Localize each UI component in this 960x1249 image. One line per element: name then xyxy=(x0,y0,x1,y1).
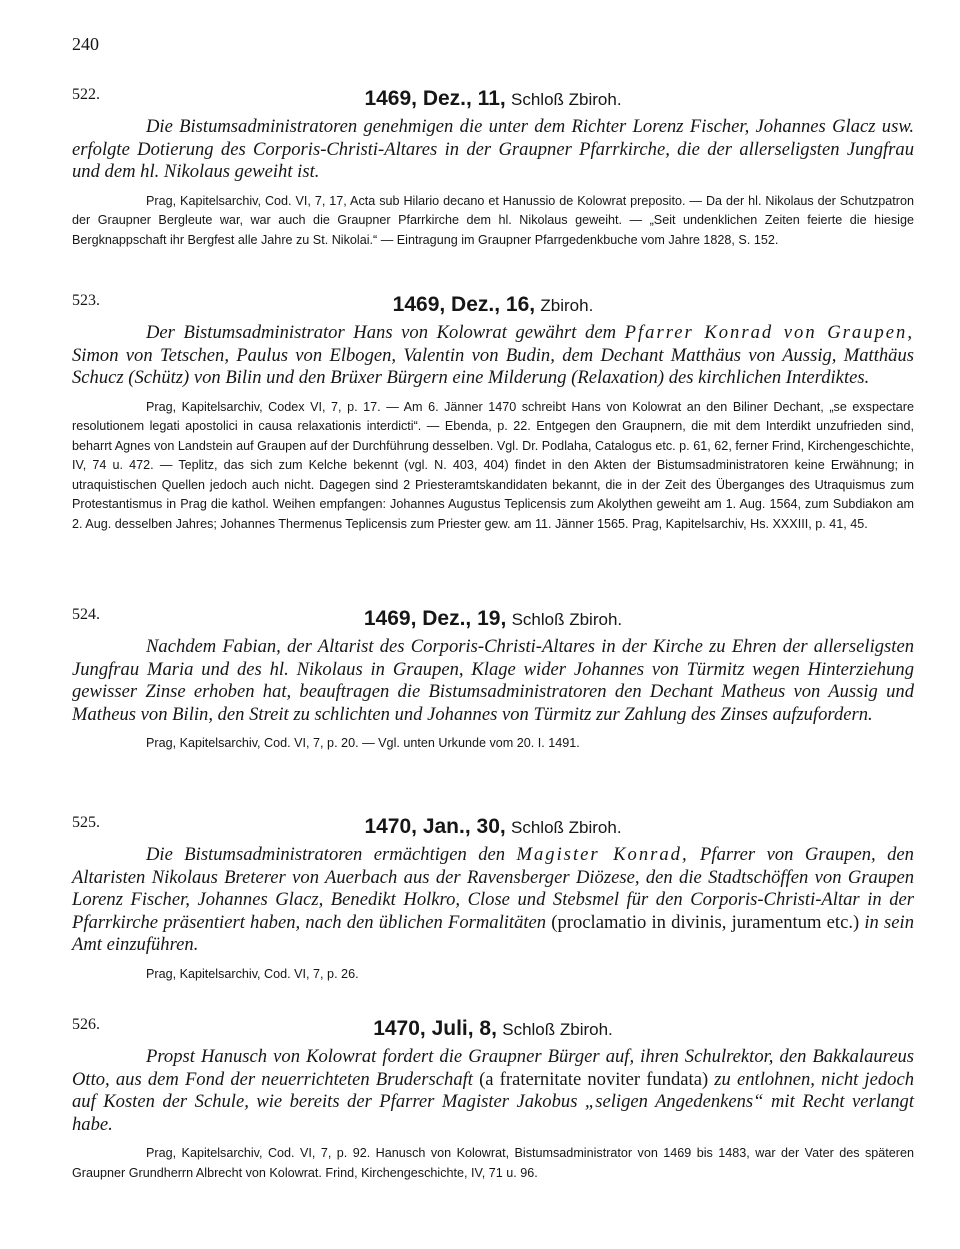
upright-text: (proclamatio in divinis, juramentum etc.) xyxy=(551,911,860,933)
summary-text: in sein Amt einzuführen. xyxy=(72,911,914,955)
entry-place: Schloß Zbiroh. xyxy=(511,90,622,109)
entry-place: Schloß Zbiroh. xyxy=(511,818,622,837)
upright-text: (a fraternitate noviter fundata) xyxy=(479,1068,709,1090)
summary-text: Die Bistumsadministratoren ermächtigen den xyxy=(146,844,517,865)
entry-summary xyxy=(72,322,914,390)
entry-date: 1469, Dez., 11, xyxy=(364,87,506,110)
spaced-name: Pfarrer Konrad von Graupen, xyxy=(624,322,914,343)
entry-523 xyxy=(72,292,914,535)
summary-text: Der Bistumsadministrator Hans von Kolowrat gewährt dem xyxy=(146,322,625,343)
entry-source-note: Prag, Kapitelsarchiv, Cod. VI, 7, p. 26. xyxy=(146,966,359,981)
entry-number: 525. xyxy=(72,814,100,831)
entry-date: 1470, Jan., 30, xyxy=(364,815,506,838)
entry-source-note: Prag, Kapitelsarchiv, Cod. VI, 7, p. 92. Hanusch von Kolowrat, Bistumsadministrator von 1469 bis 1483, war der Vater des späteren Graupner Grundherrn Albrecht von Kolowrat. Frind, Kirchengeschichte, IV, 71 u. 96. xyxy=(72,1146,914,1180)
entry-heading xyxy=(72,86,914,112)
entry-place: Schloß Zbiroh. xyxy=(511,610,623,629)
entry-date: 1469, Dez., 19, xyxy=(363,607,507,630)
entry-number: 524. xyxy=(72,606,100,623)
entry-heading xyxy=(72,606,914,632)
entry-522 xyxy=(72,86,914,250)
entry-place: Schloß Zbiroh. xyxy=(502,1020,613,1039)
entry-place: Zbiroh. xyxy=(540,296,594,315)
entry-date: 1469, Dez., 16, xyxy=(392,293,536,316)
entry-heading xyxy=(72,1016,914,1042)
entry-summary xyxy=(72,1046,914,1136)
entry-526 xyxy=(72,1016,914,1183)
entry-525 xyxy=(72,814,914,984)
entry-heading xyxy=(72,814,914,840)
entry-source-note: Prag, Kapitelsarchiv, Cod. VI, 7, 17, Acta sub Hilario decano et Hanussio de Kolowrat preposito. — Da der hl. Nikolaus der Schutzpatron der Graupner Bergleute war, war auch die Graupner Pfarrkirche dem hl. Nikolaus geweiht. — „Seit undenklichen Zeiten feierte die hiesige Bergknappschaft ihr Bergfest alle Jahre zu St. Nikolai.“ — Eintragung im Graupner Pfarrgedenkbuche vom Jahre 1828, S. 152. xyxy=(72,193,914,247)
summary-text: Propst Hanusch von Kolowrat fordert die Graupner Bürger auf, ihren Schulrektor, den Bakkalaureus Otto, aus dem Fond der neuerrichteten Bruderschaft xyxy=(72,1046,914,1090)
entry-number: 526. xyxy=(72,1016,100,1033)
page-number: 240 xyxy=(72,34,99,54)
entry-number: 523. xyxy=(72,292,100,309)
summary-text: zu entlohnen, nicht jedoch auf Kosten der Schule, wie bereits der Pfarrer Magister Jakobus „seligen Angedenkens“ mit Recht verlangt habe. xyxy=(72,1068,914,1135)
entry-summary: Nachdem Fabian, der Altarist des Corporis-Christi-Altares in der Kirche zu Ehren der allerseligsten Jungfrau Maria und des hl. Nikolaus in Graupen, Klage wider Johannes von Türmitz wegen Hinterziehung gewisser Zinse erhoben hat, beauftragen die Bistumsadministratoren den Dechant Matheus von Aussig und Matheus von Bilin, den Streit zu schlichten und Johannes von Türmitz zur Zahlung des Zinses aufzufordern. xyxy=(72,636,914,725)
entry-summary xyxy=(72,844,914,957)
spaced-name: Magister Konrad, xyxy=(516,844,689,865)
entry-source-note: Prag, Kapitelsarchiv, Codex VI, 7, p. 17. — Am 6. Jänner 1470 schreibt Hans von Kolowrat an den Biliner Dechant, „se exspectare resolutionem legati apostolici in causa relaxationis interdicti“. — Ebenda, p. 22. Entgegen den Graupnern, die mit dem Interdikt unzufrieden sind, beharrt Agnes von Landstein auf Graupen auf der Durchführung desselben. Vgl. Dr. Podlaha, Catalogus etc. p. 61, 62, ferner Frind, Kirchengeschichte, IV, 74 u. 472. — Teplitz, das sich zum Kelche bekennt (vgl. N. 403, 404) findet in den Akten der Bistumsadministratoren keine Erwähnung; in utraquistischen Quellen jedoch auch nicht. Dagegen sind 2 Priesteramtskandidaten bekannt, die in der Zeit des Überganges des Utraquismus zum Protestantismus in Prag die kathol. Weihen empfangen: Johannes Augustus Teplicensis zum Akolythen geweiht am 1. Aug. 1564, zum Subdiakon am 2. Aug. desselben Jahres; Johannes Thermenus Teplicensis zum Priester gew. am 11. Jänner 1565. Prag, Kapitelsarchiv, Hs. XXXIII, p. 41, 45. xyxy=(72,399,914,532)
entry-date: 1470, Juli, 8, xyxy=(373,1017,497,1040)
entry-source-note: Prag, Kapitelsarchiv, Cod. VI, 7, p. 20. — Vgl. unten Urkunde vom 20. I. 1491. xyxy=(146,736,580,750)
entry-524 xyxy=(72,606,914,754)
entry-number: 522. xyxy=(72,86,100,103)
entry-heading xyxy=(72,292,914,318)
summary-text: Simon von Tetschen, Paulus von Elbogen, Valentin von Budin, dem Dechant Matthäus von Aussig, Matthäus Schucz (Schütz) von Bilin und den Brüxer Bürgern eine Milderung (Relaxation) des kirchlichen Interdiktes. xyxy=(72,344,914,388)
summary-text: Pfarrer von Graupen, den Altaristen Nikolaus Breterer von Auerbach aus der Ravensberger Diözese, den die Stadtschöffen von Graupen Lorenz Fischer, Johannes Glacz, Benedikt Holkro, Close und Stebsmel für den Corporis-Christi-Altar in der Pfarrkirche präsentiert haben, nach den üblichen Formalitäten xyxy=(72,844,914,933)
entry-summary: Die Bistumsadministratoren genehmigen die unter dem Richter Lorenz Fischer, Johannes Glacz usw. erfolgte Dotierung des Corporis-Christi-Altares in der Graupner Pfarrkirche, die der allerseligsten Jungfrau und dem hl. Nikolaus geweiht ist. xyxy=(72,116,914,182)
